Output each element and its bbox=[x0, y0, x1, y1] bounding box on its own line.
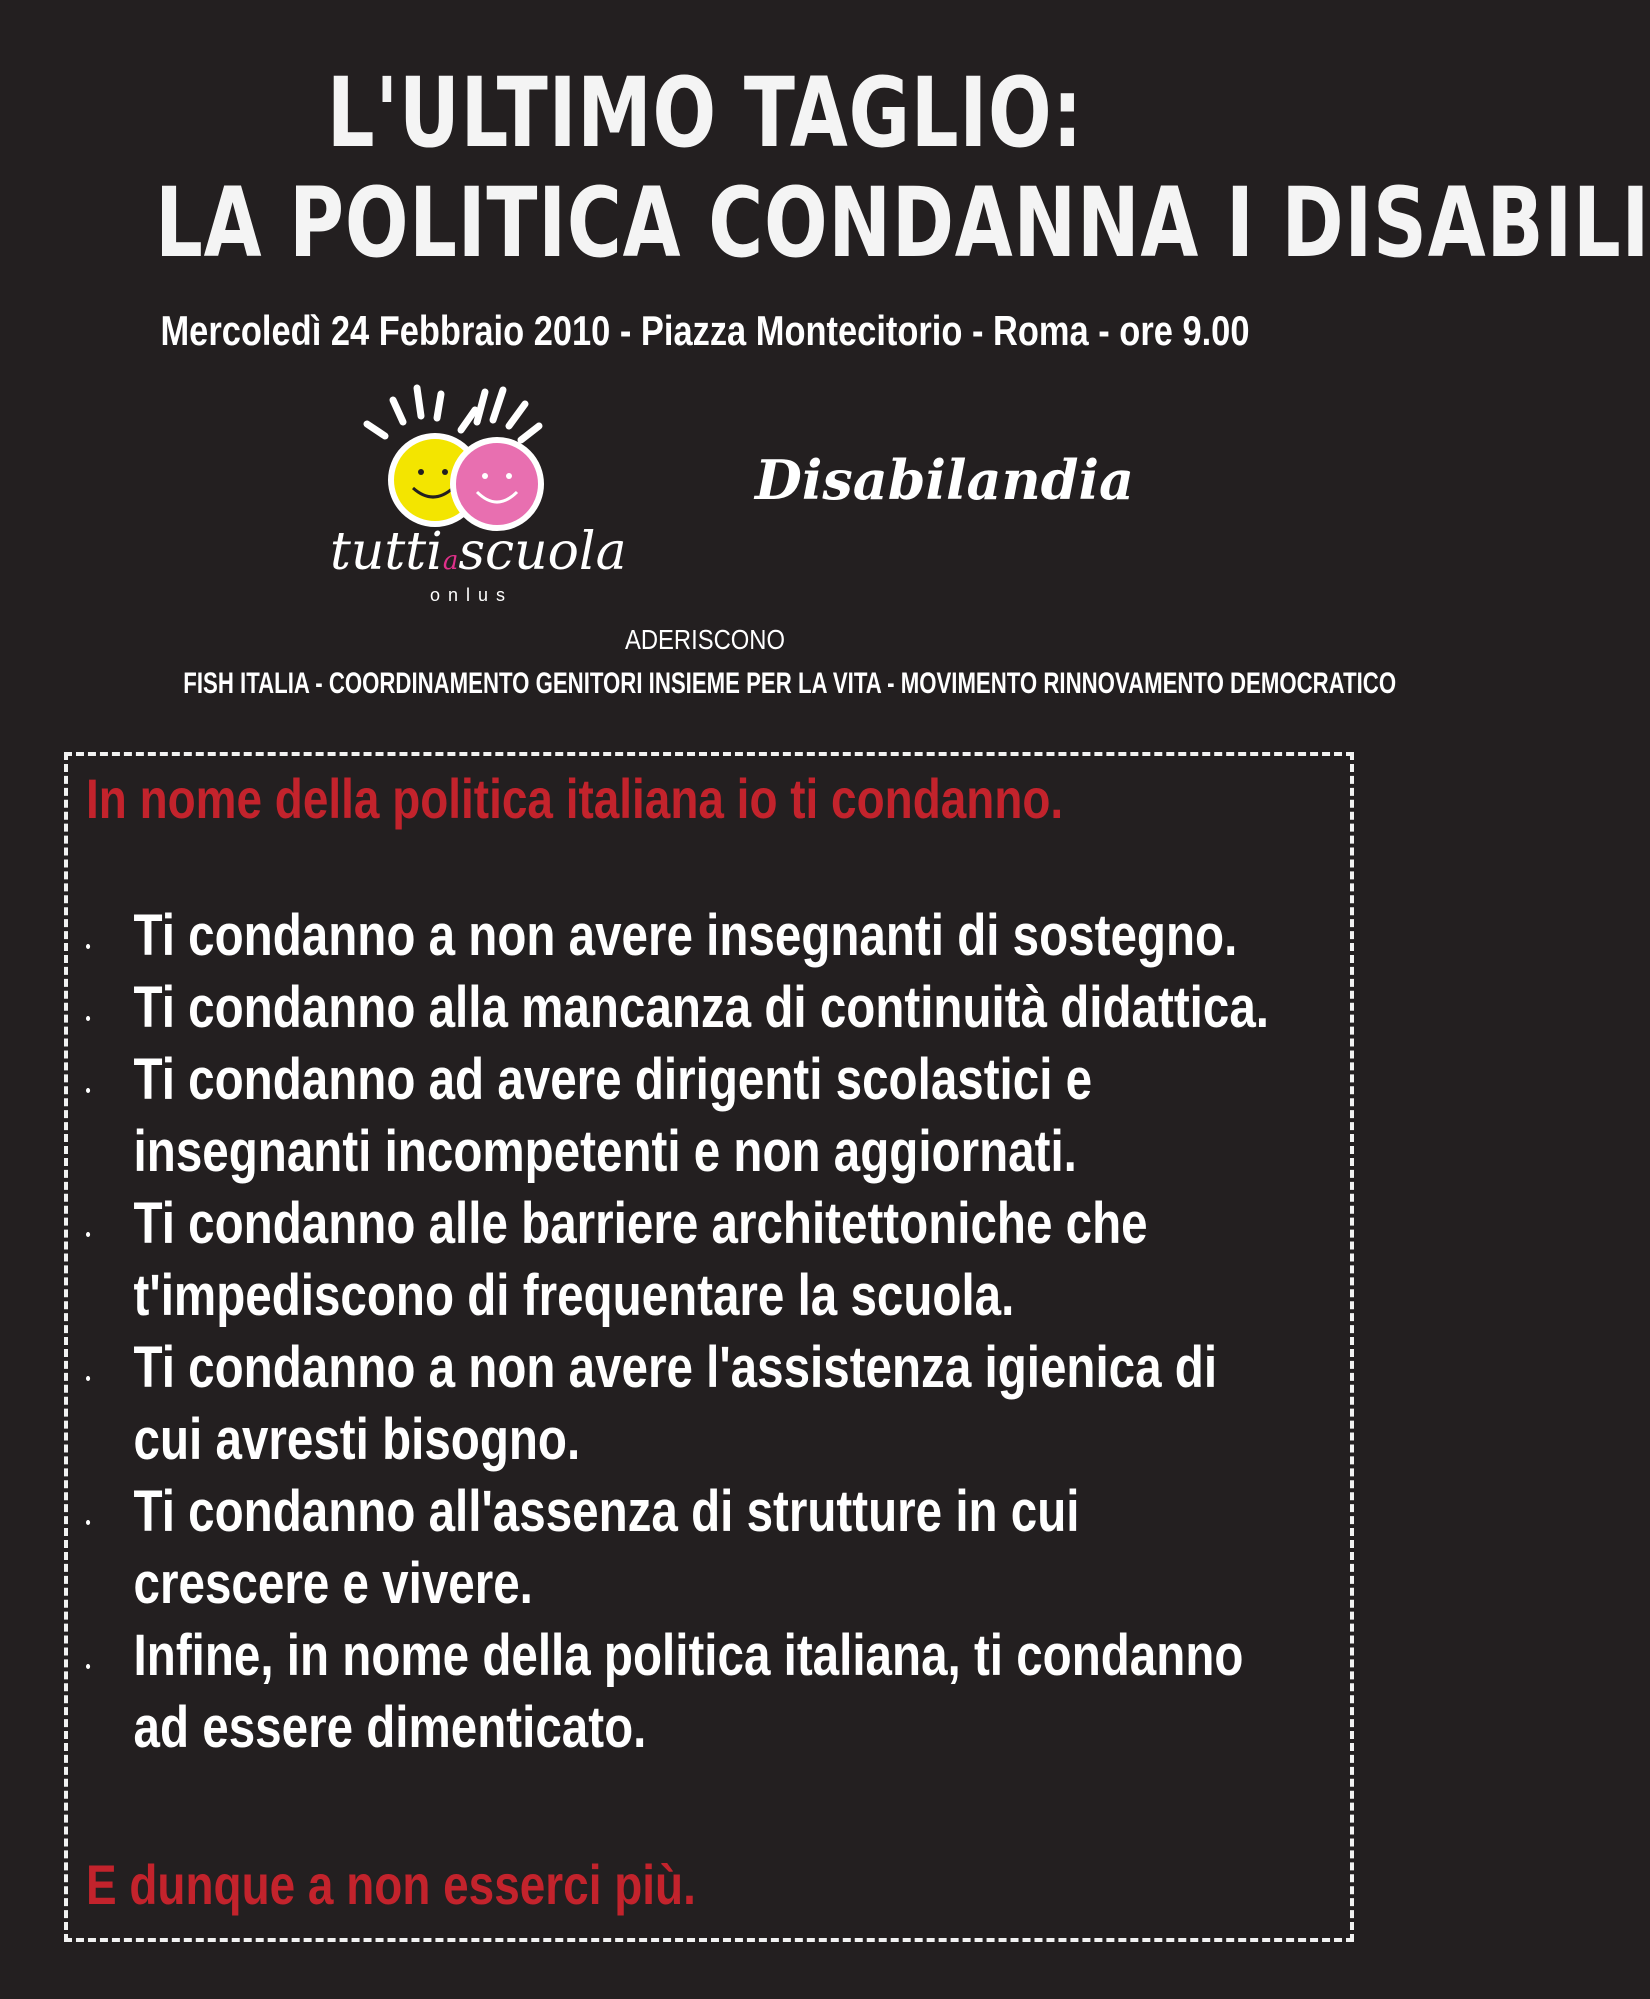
list-item: Ti condanno ad avere dirigenti scolastici e insegnanti incompetenti e non aggiornati. bbox=[86, 1044, 1331, 1188]
logo-wordmark: tuttiascuola bbox=[330, 522, 627, 582]
bullet-icon bbox=[86, 1232, 90, 1237]
adherents-list: FISH ITALIA - COORDINAMENTO GENITORI INSIEME PER LA VITA - MOVIMENTO RINNOVAMENTO DEMOCRATICO bbox=[183, 667, 1397, 700]
bullet-icon bbox=[86, 1088, 90, 1093]
list-item: Ti condanno alle barriere architettoniche che t'impediscono di frequentare la scuola. bbox=[86, 1188, 1331, 1332]
statement-closing: E dunque a non esserci più. bbox=[86, 1853, 696, 1916]
adherents-label: ADERISCONO bbox=[624, 624, 786, 655]
list-item: Infine, in nome della politica italiana, ti condanno ad essere dimenticato. bbox=[86, 1620, 1331, 1764]
disabilandia-logo-text: Disabilandia bbox=[755, 448, 1135, 512]
poster-title-line-1: L'ULTIMO TAGLIO: bbox=[326, 57, 1084, 169]
bullet-icon bbox=[86, 1376, 90, 1381]
poster-title-line-2: LA POLITICA CONDANNA I DISABILI bbox=[155, 167, 1650, 279]
bullet-icon bbox=[86, 1520, 90, 1525]
statement-headline: In nome della politica italiana io ti condanno. bbox=[86, 767, 1064, 830]
bullet-icon bbox=[86, 1664, 90, 1669]
bullet-icon bbox=[86, 1016, 90, 1021]
list-item: Ti condanno a non avere insegnanti di sostegno. bbox=[86, 900, 1331, 972]
logo-subtitle: onlus bbox=[430, 585, 514, 605]
bullet-icon bbox=[86, 944, 90, 949]
list-item: Ti condanno all'assenza di strutture in cui crescere e vivere. bbox=[86, 1476, 1331, 1620]
event-details: Mercoledì 24 Febbraio 2010 - Piazza Montecitorio - Roma - ore 9.00 bbox=[160, 307, 1250, 354]
list-item: Ti condanno a non avere l'assistenza igienica di cui avresti bisogno. bbox=[86, 1332, 1331, 1476]
condemnation-list bbox=[86, 900, 1386, 1764]
list-item: Ti condanno alla mancanza di continuità didattica. bbox=[86, 972, 1331, 1044]
